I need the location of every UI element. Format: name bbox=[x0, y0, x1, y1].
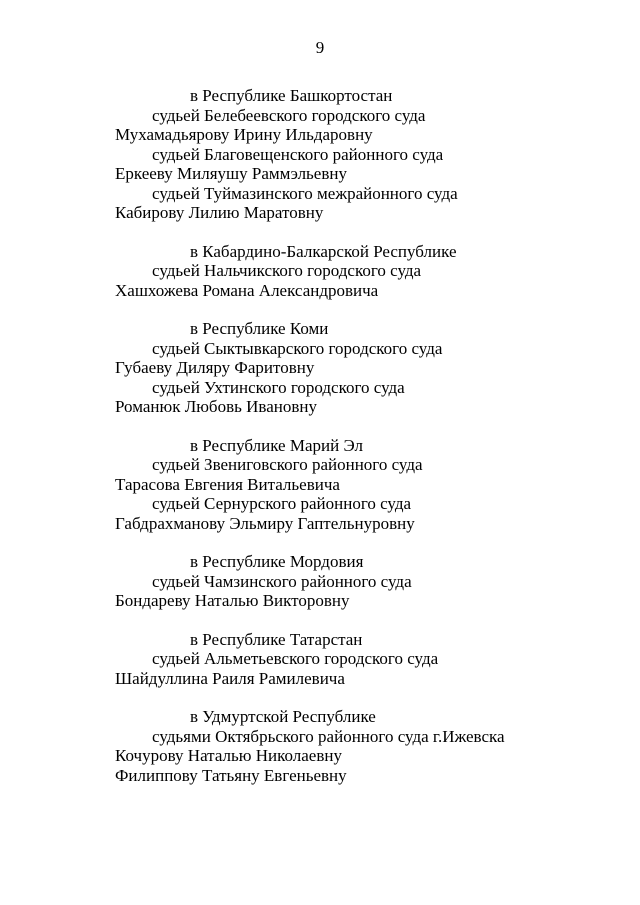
region-heading: в Республике Татарстан bbox=[190, 629, 363, 649]
judge-position: судьей Альметьевского городского суда bbox=[152, 649, 439, 668]
page-number: 9 bbox=[315, 38, 325, 57]
judge-name: Кабирову Лилию Маратовну bbox=[115, 203, 324, 222]
judge-name: Тарасова Евгения Витальевича bbox=[115, 474, 340, 494]
judge-position: судьями Октябрьского районного суда г.Ижевска bbox=[152, 726, 505, 746]
judge-position: судьей Благовещенского районного суда bbox=[152, 144, 444, 164]
appointment-section bbox=[0, 630, 640, 689]
region-heading: в Республике Коми bbox=[190, 319, 329, 338]
judge-name: Шайдуллина Раиля Рамилевича bbox=[115, 668, 345, 688]
judge-position: судьей Сернурского районного суда bbox=[152, 494, 412, 513]
judge-position: судьей Туймазинского межрайонного суда bbox=[152, 183, 458, 203]
appointment-section bbox=[0, 552, 640, 611]
appointment-section bbox=[0, 707, 640, 785]
appointment-section bbox=[0, 242, 640, 301]
judge-position: судьей Ухтинского городского суда bbox=[152, 377, 405, 397]
region-heading: в Республике Мордовия bbox=[190, 552, 364, 571]
judge-position: судьей Звениговского районного суда bbox=[152, 455, 423, 474]
judge-position: судьей Нальчикского городского суда bbox=[152, 261, 422, 280]
judge-name: Хашхожева Романа Александровича bbox=[115, 280, 379, 300]
judge-name: Губаеву Диляру Фаритовну bbox=[115, 358, 315, 377]
judge-name: Еркееву Миляушу Раммэльевну bbox=[115, 164, 347, 183]
judge-name: Мухамадьярову Ирину Ильдаровну bbox=[115, 125, 373, 144]
appointment-section bbox=[0, 436, 640, 534]
document-body bbox=[0, 86, 640, 804]
judge-name: Филиппову Татьяну Евгеньевну bbox=[115, 765, 347, 785]
judge-position: судьей Чамзинского районного суда bbox=[152, 571, 412, 591]
region-heading: в Кабардино-Балкарской Республике bbox=[190, 241, 457, 261]
judge-position: судьей Белебеевского городского суда bbox=[152, 105, 426, 125]
region-heading: в Республике Марий Эл bbox=[190, 435, 363, 455]
judge-name: Кочурову Наталью Николаевну bbox=[115, 746, 342, 765]
judge-position: судьей Сыктывкарского городского суда bbox=[152, 338, 443, 358]
appointment-section bbox=[0, 86, 640, 223]
judge-name: Бондареву Наталью Викторовну bbox=[115, 591, 350, 610]
appointment-section bbox=[0, 319, 640, 417]
judge-name: Романюк Любовь Ивановну bbox=[115, 397, 317, 416]
region-heading: в Удмуртской Республике bbox=[190, 707, 376, 726]
judge-name: Габдрахманову Эльмиру Гаптельнуровну bbox=[115, 513, 415, 533]
region-heading: в Республике Башкортостан bbox=[190, 86, 393, 105]
